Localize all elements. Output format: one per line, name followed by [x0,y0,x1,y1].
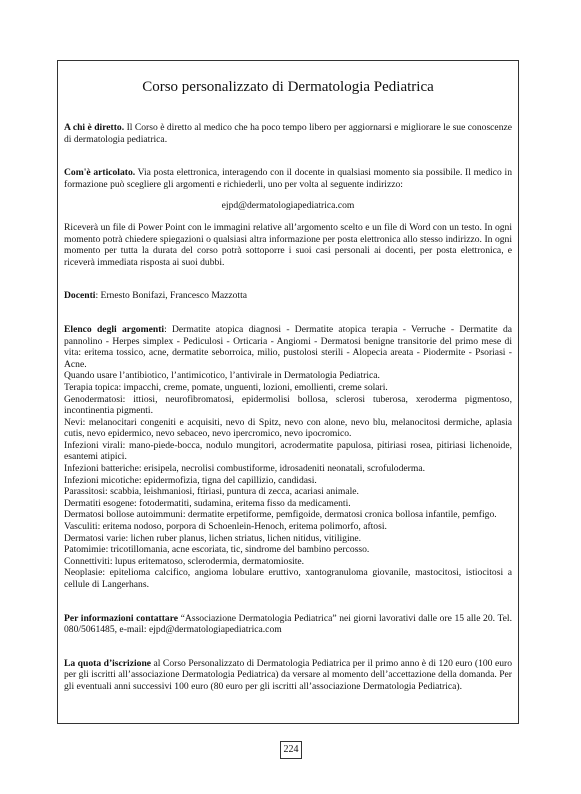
section-label: A chi è diretto. [64,122,125,133]
section-text: al Corso Personalizzato di Dermatologia Pediatrica per il primo anno è di 120 euro (100 euro per gli iscritti all’associazione Dermatologia Pediatrica) da versare al momento dell’accettazione della domanda. Per gli eventuali anni successivi 100 euro (80 euro per gli iscritti all’associazione Dermatologia Pediatrica). [64,657,512,692]
topic-line: Dermatosi varie: lichen ruber planus, lichen striatus, lichen nitidus, vitiligine. [64,532,362,544]
page-number: 224 [280,741,302,759]
page-title: Corso personalizzato di Dermatologia Pediatrica [142,79,434,95]
topic-line: Patomimie: tricotillomania, acne escoriata, tic, sindrome del bambino percosso. [64,544,370,556]
topic-line: Terapia topica: impacchi, creme, pomate, unguenti, lozioni, emollienti, creme solari. [64,381,388,393]
section-argomenti [64,324,512,370]
section-label: Per informazioni contattare [64,612,179,624]
topic-line: Nevi: melanocitari congeniti e acquisiti, nevo di Spitz, nevo con alone, nevo blu, melanocitosi dermiche, aplasia cutis, nevo epidermico, nevo sebaceo, nevo ipercromico, nevo ipocromico. [64,416,512,440]
topic-line: Genodermatosi: ittiosi, neurofibromatosi, epidermolisi bollosa, sclerosi tuberosa, xeroderma pigmentoso, incontinentia pigmenti. [64,393,512,417]
section-text: : Ernesto Bonifazi, Francesco Mazzotta [95,290,248,302]
section-quota [64,658,512,693]
section-label: Com'è articolato. [64,167,136,179]
section-come [64,167,512,190]
content-frame [57,60,519,724]
topic-line: Vasculiti: eritema nodoso, porpora di Schoenlein-Henoch, eritema polimorfo, aftosi. [64,521,387,533]
topic-line: Dermatosi bollose autoimmuni: dermatite erpetiforme, pemfigoide, dermatosi cronica bollosa infantile, pemfigo. [64,509,497,521]
topic-line: Quando usare l’antibiotico, l’antimicotico, l’antivirale in Dermatologia Pediatrica. [64,370,380,382]
topic-line: Neoplasie: epitelioma calcifico, angioma lobulare eruttivo, xantogranuloma giovanile, mastocitosi, istiocitosi a cellule di Langerhans. [64,567,512,590]
email-address: ejpd@dermatologiapediatrica.com [221,200,355,212]
section-label: La quota d’iscrizione [64,657,152,669]
section-text: “Associazione Dermatologia Pediatrica” nei giorni lavorativi dalle ore 15 alle 20. Tel. 080/5061485, e-mail: ejpd@dermatologiapediatrica.com [64,612,512,636]
topic-line: Infezioni virali: mano-piede-bocca, nodulo mungitori, acrodermatite papulosa, pitiriasi rosea, pitiriasi lichenoide, esantemi atipici. [64,439,512,463]
section-docenti [64,290,512,302]
section-label: Docenti [64,290,96,302]
section-come-details: Riceverà un file di Power Point con le immagini relative all’argomento scelto e un file di Word con un testo. In ogni momento potrà chiedere spiegazioni o qualsiasi altra informazione per posta elettronica allo stesso indirizzo. In ogni momento per tutta la durata del corso potrà sottoporre i suoi casi personali ai docenti, per posta elettronica, e riceverà immediata risposta ai suoi dubbi. [64,221,512,268]
section-contatti [64,613,512,636]
topic-line: Connettiviti: lupus eritematoso, sclerodermia, dermatomiosite. [64,555,305,567]
section-text: : Dermatite atopica diagnosi - Dermatite atopica terapia - Verruche - Dermatite da pannolino - Herpes simplex - Pediculosi - Orticaria - Angiomi - Dermatosi benigne transitorie del primo mese di vita: eritema tossico, acne, dermatite seborroica, milio, pustolosi sterili - Alopecia areata - Piodermite - Psoriasi - Acne. [64,323,513,370]
topic-line: Dermatiti esogene: fotodermatiti, sudamina, eritema fisso da medicamenti. [64,497,351,509]
section-a-chi [64,122,512,145]
section-text: Via posta elettronica, interagendo con il docente in qualsiasi momento sia possibile. Il medico in formazione può scegliere gli argomenti e richiederli, uno per volta al seguente indirizzo: [64,167,512,190]
section-text: Il Corso è diretto al medico che ha poco tempo libero per aggiornarsi e migliorare le sue conoscenze di dermatologia pediatrica. [64,122,513,145]
topic-line: Parassitosi: scabbia, leishmaniosi, ftiriasi, puntura di zecca, acariasi animale. [64,486,359,498]
topic-line: Infezioni batteriche: erisipela, necrolisi combustiforme, idrosadeniti neonatali, scrofuloderma. [64,463,425,475]
topic-line: Infezioni micotiche: epidermofizia, tigna del capillizio, candidasi. [64,474,317,486]
section-label: Elenco degli argomenti [64,323,165,335]
